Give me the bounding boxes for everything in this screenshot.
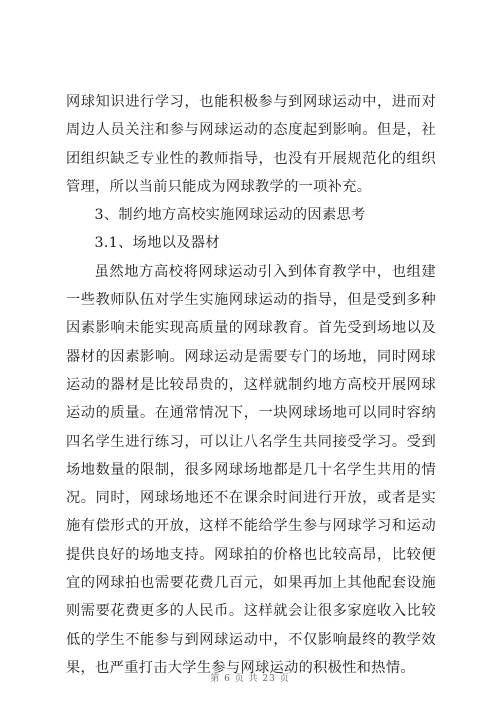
page-footer [0,671,500,684]
subsection-heading-3-1: 3.1、场地以及器材 [94,235,220,252]
section-heading-3: 3、制约地方高校实施网球运动的因素思考 [94,207,366,224]
page-number-label: 第 6 页 共 23 页 [210,674,290,684]
paragraph-body: 虽然地方高校将网球运动引入到体育教学中，也组建一些教师队伍对学生实施网球运动的指导，但是受到多种因素影响未能实现高质量的网球教育。首先受到场地以及器材的因素影响。网球运动是需要专门的场地，同时网球运动的器材是比较昂贵的，这样就制约地方高校开展网球运动的质量。在通常情况下，一块网球场地可以同时容纳四名学生进行练习，可以让八名学生共同接受学习。受到场地数量的限制，很多网球场地都是几十名学生共用的情况。同时，网球场地还不在课余时间进行开放，或者是实施有偿形式的开放，这样不能给学生参与网球学习和运动提供良好的场地支持。网球拍的价格也比较高昂，比较便宜的网球拍也需要花费几百元，如果再加上其他配套设施则需要花费更多的人民币。这样就会让很多家庭收入比较低的学生不能参与到网球运动中，不仅影响最终的教学效果，也严重打击大学生参与网球运动的积极性和热情。 [66,263,436,676]
document-body [66,88,436,682]
paragraph-continued: 网球知识进行学习，也能积极参与到网球运动中，进而对周边人员关注和参与网球运动的态度起到影响。但是，社团组织缺乏专业性的教师指导，也没有开展规范化的组织管理，所以当前只能成为网球教学的一项补充。 [66,94,436,195]
